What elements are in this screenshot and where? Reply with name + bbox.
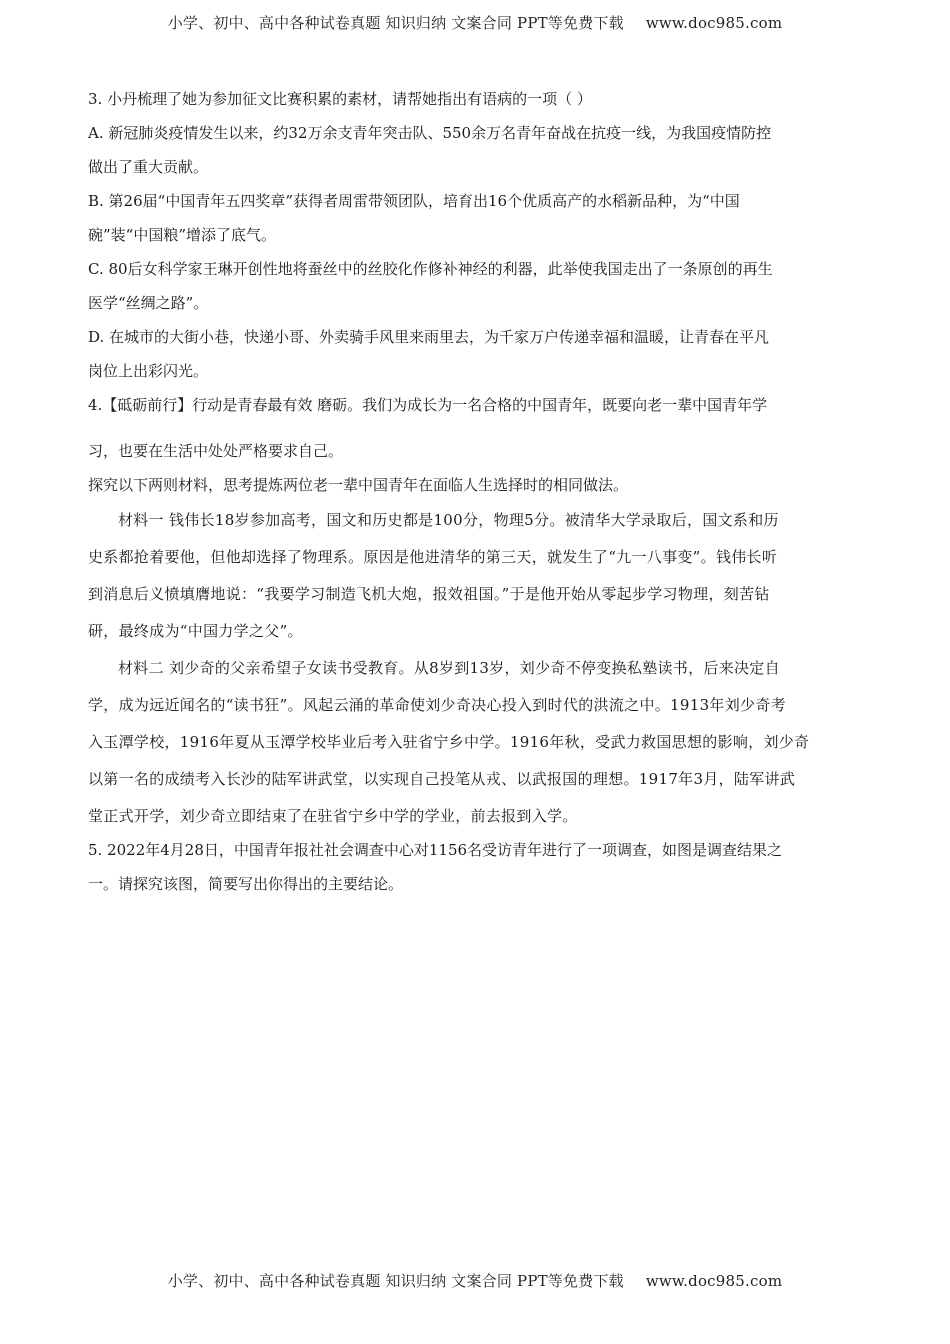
option-d xyxy=(88,326,860,382)
question-5 xyxy=(88,839,860,895)
question-4-line-2: 习，也要在生活中处处严格要求自己。 xyxy=(88,442,344,460)
material-1-line-4: 研，最终成为“中国力学之父”。 xyxy=(88,622,303,640)
footer-url[interactable]: www.doc985.com xyxy=(645,1272,783,1290)
material-2 xyxy=(88,657,860,827)
document-body xyxy=(88,88,860,895)
question-4-line-1: 4.【砥砺前行】行动是青春最有效 磨砺。我们为成长为一名合格的中国青年，既要向老一辈中国青年学 xyxy=(88,396,768,414)
material-2-line-3: 入玉潭学校，1916年夏从玉潭学校毕业后考入驻省宁乡中学。1916年秋，受武力救国思想的影响，刘少奇 xyxy=(88,733,810,751)
material-2-line-5: 堂正式开学，刘少奇立即结束了在驻省宁乡中学的学业，前去报到入学。 xyxy=(88,807,578,825)
footer-text: 小学、初中、高中各种试卷真题 知识归纳 文案合同 PPT等免费下载 xyxy=(167,1272,624,1290)
option-c xyxy=(88,258,860,314)
option-a-line-2: 做出了重大贡献。 xyxy=(88,158,209,176)
page-header xyxy=(0,12,950,33)
option-b xyxy=(88,190,860,246)
option-d-line-2: 岗位上出彩闪光。 xyxy=(88,362,209,380)
option-a-line-1: A. 新冠肺炎疫情发生以来，约32万余支青年突击队、550余万名青年奋战在抗疫一线，为我国疫情防控 xyxy=(88,124,772,142)
page-footer xyxy=(0,1270,950,1291)
question-4-line-3: 探究以下两则材料，思考提炼两位老一辈中国青年在面临人生选择时的相同做法。 xyxy=(88,476,629,494)
material-2-line-4: 以第一名的成绩考入长沙的陆军讲武堂，以实现自己投笔从戎、以武报国的理想。1917年3月，陆军讲武 xyxy=(88,770,796,788)
question-5-line-2: 一。请探究该图，简要写出你得出的主要结论。 xyxy=(88,875,404,893)
question-3-stem: 3. 小丹梳理了她为参加征文比赛积累的素材，请帮她指出有语病的一项（ ） xyxy=(88,90,592,108)
material-2-line-1: 材料二 刘少奇的父亲希望子女读书受教育。从8岁到13岁，刘少奇不停变换私塾读书，后来决定自 xyxy=(118,659,780,677)
question-3 xyxy=(88,88,860,382)
material-1-line-1: 材料一 钱伟长18岁参加高考，国文和历史都是100分，物理5分。被清华大学录取后，国文系和历 xyxy=(118,511,779,529)
material-2-line-2: 学，成为远近闻名的“读书狂”。风起云涌的革命使刘少奇决心投入到时代的洪流之中。1913年刘少奇考 xyxy=(88,696,786,714)
material-1-line-3: 到消息后义愤填膺地说：“我要学习制造飞机大炮，报效祖国。”于是他开始从零起步学习物理，刻苦钻 xyxy=(88,585,770,603)
header-text: 小学、初中、高中各种试卷真题 知识归纳 文案合同 PPT等免费下载 xyxy=(167,14,624,32)
material-1 xyxy=(88,509,860,642)
option-c-line-2: 医学“丝绸之路”。 xyxy=(88,294,209,312)
question-5-line-1: 5. 2022年4月28日，中国青年报社社会调查中心对1156名受访青年进行了一项调查，如图是调查结果之 xyxy=(88,841,783,859)
question-4 xyxy=(88,394,860,827)
material-1-line-2: 史系都抢着要他，但他却选择了物理系。原因是他进清华的第三天，就发生了“九一八事变”。钱伟长听 xyxy=(88,548,778,566)
header-url[interactable]: www.doc985.com xyxy=(645,14,783,32)
option-d-line-1: D. 在城市的大街小巷，快递小哥、外卖骑手风里来雨里去，为千家万户传递幸福和温暖，让青春在平凡 xyxy=(88,328,770,346)
option-b-line-1: B. 第26届“中国青年五四奖章”获得者周雷带领团队，培育出16个优质高产的水稻新品种，为“中国 xyxy=(88,192,740,210)
option-a xyxy=(88,122,860,178)
option-c-line-1: C. 80后女科学家王琳开创性地将蚕丝中的丝胶化作修补神经的利器，此举使我国走出了一条原创的再生 xyxy=(88,260,773,278)
option-b-line-2: 碗”装“中国粮”增添了底气。 xyxy=(88,226,277,244)
